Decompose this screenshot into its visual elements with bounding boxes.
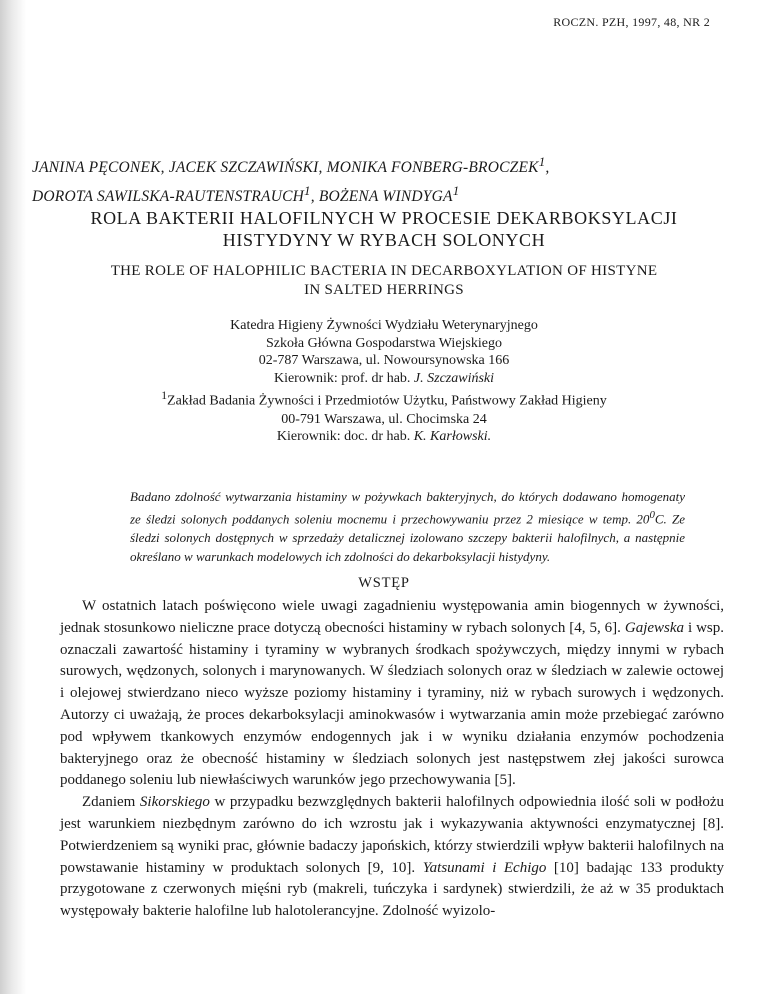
- paragraph: Zdaniem Sikorskiego w przypadku bezwzględnych bakterii halofilnych odpowiednia ilość soli w podłożu jest warunkiem niezbędnym zarówno do ich wzrostu jak i wykazywania aktywności enzymatycznej [8]. Potwierdzeniem są wyniki prac, głównie badaczy japońskich, którzy stwierdzili wpływ bakterii halofilnych na powstawanie histaminy w produktach solonych [9, 10]. Yatsunami i Echigo [10] badając 133 produkty przygotowane z czerwonych mięśni ryb (makreli, tuńczyka i sardynek) stwierdzili, że aż w 35 produktach występowały bakterie halofilne lub halotolerancyjne. Zdolność wyizolo-: [60, 794, 724, 920]
- affiliations: [40, 317, 728, 446]
- institution-1-address: 02-787 Warszawa, ul. Nowoursynowska 166: [258, 353, 510, 369]
- institution-2-address: 00-791 Warszawa, ul. Chocimska 24: [281, 411, 487, 427]
- author-line-1: JANINA PĘCONEK, JACEK SZCZAWIŃSKI, MONIKA FONBERG-BROCZEK$^1$,: [32, 154, 550, 177]
- institution-2: $^1$Zakład Badania Żywności i Przedmiotów Użytku, Państwowy Zakład Higieny: [161, 389, 607, 410]
- paragraph: W ostatnich latach poświęcono wiele uwagi zagadnieniu występowania amin biogennych w żywności, jednak stosunkowo nieliczne prace dotyczą obecności histaminy w rybach solonych [4, 5, 6]. Gajewska i wsp. oznaczali zawartość histaminy i tyraminy w wybranych środkach spożywczych, między innymi w rybach surowych, wędzonych, solonych i marynowanych. W śledziach solonych oraz w śledziach w zalewie octowej i olejowej stwierdzano nieco wyższe poziomy histaminy i tyraminy, niż w rybach surowych i wędzonych. Autorzy ci uważają, że proces dekarboksylacji aminokwasów i wytwarzania amin może przebiegać zarówno pod wpływem tkankowych enzymów endogennych jak i w wyniku działania enzymów pochodzenia bakteryjnego oraz że obecność histaminy w śledziach solonych jest następstwem złej jakości surowca poddanego soleniu lub niewłaściwych warunków jego przechowywania [5].: [60, 598, 725, 789]
- title-english: THE ROLE OF HALOPHILIC BACTERIA IN DECARBOXYLATION OF HISTYNE IN SALTED HERRINGS: [110, 263, 658, 298]
- author-line-2: DOROTA SAWILSKA-RAUTENSTRAUCH$^1$, BOŻENA WINDYGA$^1$: [32, 183, 460, 206]
- journal-reference: ROCZN. PZH, 1997, 48, NR 2: [553, 15, 710, 29]
- author-list: [32, 150, 722, 208]
- institution-1-school: Szkoła Główna Gospodarstwa Wiejskiego: [266, 335, 502, 351]
- abstract: Badano zdolność wytwarzania histaminy w pożywkach bakteryjnych, do których dodawano homogenaty ze śledzi solonych poddanych soleniu mocnemu i przechowywaniu przez 2 miesiące w temp. $20^0C$. Ze śledzi solonych dostępnych w sprzedaży detalicznej izolowano szczepy bakterii halofilnych, a następnie określano w warunkach modelowych ich zdolności do dekarboksylacji histydyny.: [130, 489, 685, 565]
- title-polish: ROLA BAKTERII HALOFILNYCH W PROCESIE DEKARBOKSYLACJI HISTYDYNY W RYBACH SOLONYCH: [90, 208, 678, 250]
- institution-1-head: Kierownik: prof. dr hab. J. Szczawiński: [273, 370, 495, 386]
- institution-1: Katedra Higieny Żywności Wydziału Weterynaryjnego: [230, 318, 538, 333]
- institution-2-head: Kierownik: doc. dr hab. K. Karłowski.: [276, 429, 492, 445]
- affiliation-mark: 1: [304, 183, 311, 199]
- affiliation-mark: 1: [538, 154, 546, 169]
- affiliation-mark: 1: [452, 183, 460, 199]
- body-text: [60, 596, 724, 923]
- section-heading: WSTĘP: [358, 575, 410, 591]
